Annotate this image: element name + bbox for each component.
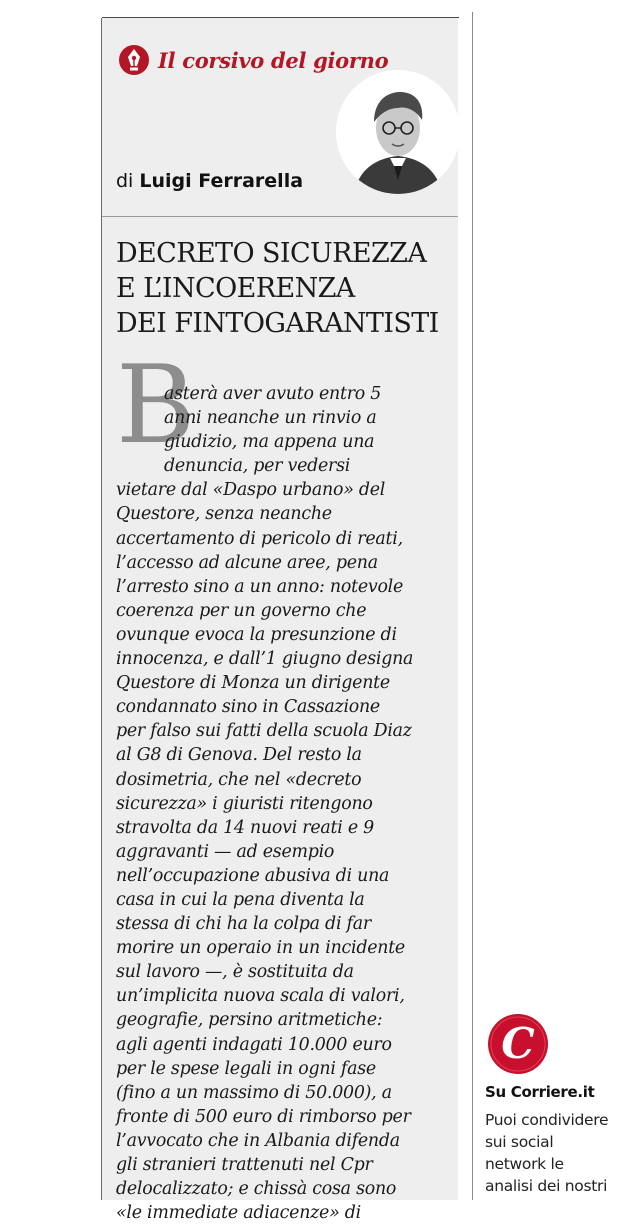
author-portrait: [336, 70, 460, 194]
body-line: dosimetria, che nel «decreto: [116, 769, 362, 790]
body-line: Questore, senza neanche: [116, 504, 332, 525]
body-line: «le immediate adiacenze» di: [116, 1203, 361, 1224]
corriere-logo-icon[interactable]: [487, 1013, 549, 1075]
body-line: condannato sino in Cassazione: [116, 697, 380, 718]
body-line: anni neanche un rinvio a: [164, 408, 377, 429]
section-label: Il corsivo del giorno: [158, 47, 389, 73]
body-line: asterà aver avuto entro 5: [164, 384, 382, 404]
headline-line: E L’INCOERENZA: [116, 273, 355, 304]
promo-text: [485, 1109, 618, 1197]
body-line: gli stranieri trattenuti nel Cpr: [116, 1155, 373, 1175]
drop-cap: B: [116, 343, 196, 468]
logo-letter: C: [501, 1019, 535, 1068]
body-line: casa in cui la pena diventa la: [116, 889, 365, 910]
promo-text-line: sui social: [485, 1133, 554, 1151]
body-line: sicurezza» i giuristi ritengono: [116, 793, 373, 814]
body-line: Questore di Monza un dirigente: [116, 673, 390, 694]
body-line: al G8 di Genova. Del resto la: [116, 745, 362, 766]
body-line: l’accesso ad alcune aree, pena: [116, 552, 378, 573]
sidebar-divider: [472, 12, 473, 1200]
promo-text-line: analisi dei nostri: [485, 1177, 608, 1195]
promo-text-line: network le: [485, 1155, 564, 1173]
body-line: aggravanti — ad esempio: [116, 841, 335, 862]
body-line: l’arresto sino a un anno: notevole: [116, 576, 404, 597]
body-line: morire un operaio in un incidente: [116, 938, 405, 959]
pen-nib-icon: [118, 44, 150, 76]
promo-title[interactable]: Su Corriere.it: [485, 1083, 595, 1101]
body-line: nell’occupazione abusiva di una: [116, 865, 390, 886]
body-line: stessa di chi ha la colpa di far: [116, 914, 371, 935]
body-line: delocalizzato; e chissà cosa sono: [116, 1179, 397, 1200]
body-line: coerenza per un governo che: [116, 600, 367, 621]
column-header: [118, 44, 388, 76]
body-line: fronte di 500 euro di rimborso per: [116, 1106, 411, 1127]
promo-text-line: Puoi condividere: [485, 1111, 609, 1129]
article-body: [116, 382, 456, 1225]
author-name: Luigi Ferrarella: [139, 170, 304, 192]
body-line: accertamento di pericolo di reati,: [116, 528, 403, 549]
headline-line: DEI FINTOGARANTISTI: [116, 308, 439, 339]
body-line: denuncia, per vedersi: [164, 456, 351, 477]
body-line: stravolta da 14 nuovi reati e 9: [116, 817, 374, 838]
headline-line: DECRETO SICUREZZA: [116, 238, 427, 269]
body-line: innocenza, e dall’1 giugno designa: [116, 649, 414, 670]
body-line: (fino a un massimo di 50.000), a: [116, 1082, 392, 1103]
body-line: l’avvocato che in Albania difenda: [116, 1130, 400, 1151]
body-line: giudizio, ma appena una: [164, 432, 375, 453]
byline: [116, 170, 303, 192]
body-line: agli agenti indagati 10.000 euro: [116, 1034, 392, 1055]
body-line: sul lavoro —, è sostituita da: [116, 962, 354, 983]
body-line: geografie, persino aritmetiche:: [116, 1010, 383, 1031]
body-line: per le spese legali in ogni fase: [116, 1058, 376, 1079]
editorial-column: [102, 18, 458, 1224]
byline-prefix: di: [116, 170, 134, 192]
header-divider: [102, 216, 458, 217]
body-line: vietare dal «Daspo urbano» del: [116, 480, 386, 501]
body-line: ovunque evoca la presunzione di: [116, 624, 397, 645]
headline: [116, 236, 456, 341]
body-line: un’implicita nuova scala di valori,: [116, 986, 405, 1007]
body-line: per falso sui fatti della scuola Diaz: [116, 721, 412, 742]
